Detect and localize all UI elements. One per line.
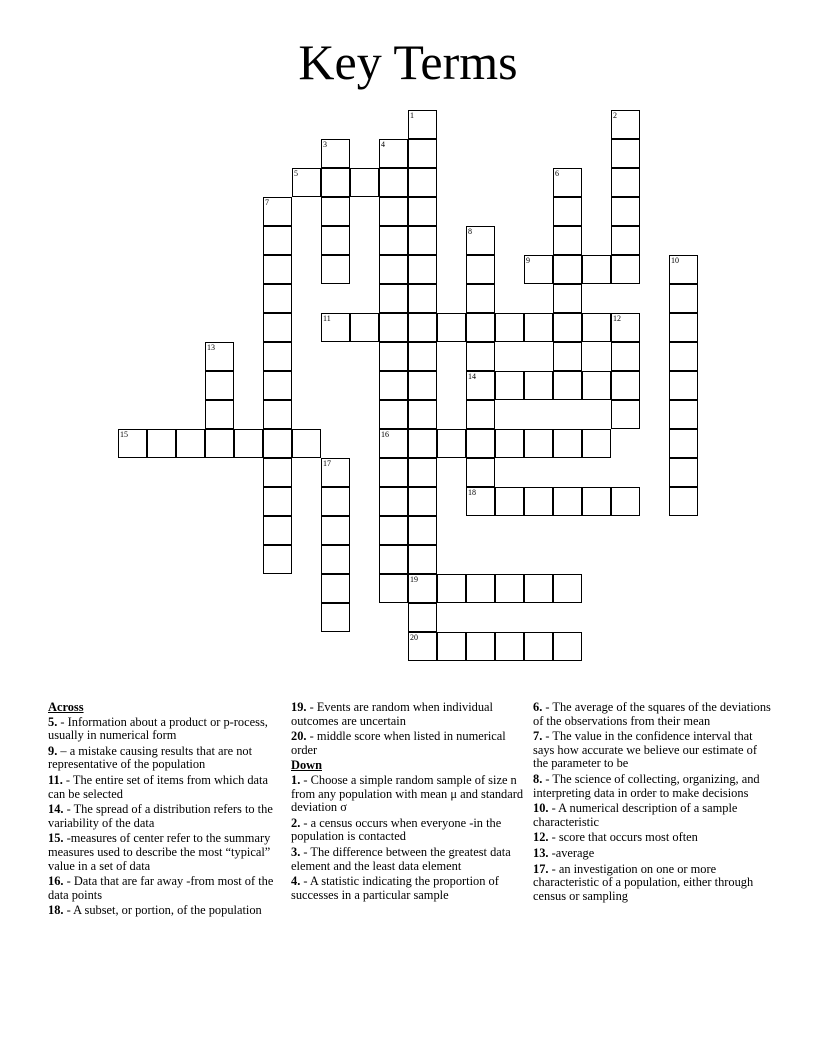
grid-cell[interactable] — [669, 284, 698, 313]
grid-cell[interactable] — [321, 574, 350, 603]
grid-cell[interactable] — [437, 574, 466, 603]
clue-number: 20 — [410, 633, 418, 642]
clue-number: 10 — [671, 256, 679, 265]
grid-cell[interactable] — [176, 429, 205, 458]
down-clue-17: 17. - an investigation on one or more characteristic of a population, either through census or sampling — [533, 861, 754, 903]
grid-cell[interactable] — [350, 313, 379, 342]
grid-cell[interactable] — [553, 574, 582, 603]
grid-cell[interactable] — [379, 429, 408, 458]
grid-cell[interactable] — [611, 139, 640, 168]
grid-cell[interactable] — [495, 574, 524, 603]
grid-cell[interactable] — [379, 168, 408, 197]
grid-cell[interactable] — [408, 603, 437, 632]
down-clue-7: 7. - The value in the confidence interval that says how accurate we believe our estimate of the parameter to be — [533, 729, 757, 771]
grid-cell[interactable] — [524, 632, 553, 661]
grid-cell[interactable] — [524, 429, 553, 458]
grid-cell[interactable] — [466, 284, 495, 313]
grid-cell[interactable] — [263, 342, 292, 371]
grid-cell[interactable] — [553, 342, 582, 371]
clue-number: 15 — [120, 430, 128, 439]
grid-cell[interactable] — [263, 429, 292, 458]
grid-cell[interactable] — [321, 168, 350, 197]
grid-cell[interactable] — [611, 313, 640, 342]
grid-cell[interactable] — [611, 168, 640, 197]
grid-cell[interactable] — [408, 313, 437, 342]
grid-cell[interactable] — [495, 371, 524, 400]
grid-cell[interactable] — [553, 226, 582, 255]
grid-cell[interactable] — [379, 371, 408, 400]
grid-cell[interactable] — [437, 313, 466, 342]
grid-cell[interactable] — [524, 487, 553, 516]
grid-cell[interactable] — [408, 516, 437, 545]
grid-cell[interactable] — [669, 400, 698, 429]
clue-number: 18 — [468, 488, 476, 497]
clue-number: 7 — [265, 198, 269, 207]
grid-cell[interactable] — [321, 226, 350, 255]
grid-cell[interactable] — [379, 487, 408, 516]
grid-cell[interactable] — [408, 371, 437, 400]
grid-cell[interactable] — [495, 487, 524, 516]
grid-cell[interactable] — [582, 429, 611, 458]
clues-column-1 — [48, 701, 280, 920]
grid-cell[interactable] — [321, 197, 350, 226]
grid-cell[interactable] — [408, 168, 437, 197]
grid-cell[interactable] — [263, 284, 292, 313]
down-clue-10: 10. - A numerical description of a sample characteristic — [533, 801, 738, 829]
across-clue-5: 5. - Information about a product or p-rocess, usually in numerical form — [48, 714, 268, 743]
grid-cell[interactable] — [379, 197, 408, 226]
grid-cell[interactable] — [321, 139, 350, 168]
grid-cell[interactable] — [611, 371, 640, 400]
clue-number: 8 — [468, 227, 472, 236]
grid-cell[interactable] — [263, 197, 292, 226]
grid-cell[interactable] — [582, 313, 611, 342]
grid-cell[interactable] — [408, 110, 437, 139]
grid-cell[interactable] — [553, 371, 582, 400]
across-clue-9: 9. – a mistake causing results that are not representative of the population — [48, 743, 253, 772]
grid-cell[interactable] — [408, 284, 437, 313]
clue-number: 17 — [323, 459, 331, 468]
grid-cell[interactable] — [553, 255, 582, 284]
grid-cell[interactable] — [466, 458, 495, 487]
grid-cell[interactable] — [408, 458, 437, 487]
across-clue-11: 11. - The entire set of items from which data can be selected — [48, 772, 268, 801]
grid-cell[interactable] — [379, 139, 408, 168]
down-clue-3: 3. - The difference between the greatest data element and the least data element — [291, 844, 511, 873]
grid-cell[interactable] — [263, 545, 292, 574]
clue-number: 11 — [323, 314, 331, 323]
grid-cell[interactable] — [321, 458, 350, 487]
grid-cell[interactable] — [147, 429, 176, 458]
down-heading: Down — [291, 758, 322, 773]
grid-cell[interactable] — [495, 429, 524, 458]
grid-cell[interactable] — [408, 255, 437, 284]
grid-cell[interactable] — [553, 429, 582, 458]
grid-cell[interactable] — [437, 429, 466, 458]
grid-cell[interactable] — [466, 574, 495, 603]
clue-number: 5 — [294, 169, 298, 178]
across-clue-16: 16. - Data that are far away -from most of the data points — [48, 874, 274, 902]
down-clue-2: 2. - a census occurs when everyone -in the population is contacted — [291, 815, 502, 844]
clue-number: 4 — [381, 140, 385, 149]
clues-column-2 — [291, 701, 525, 904]
grid-cell[interactable] — [495, 632, 524, 661]
grid-cell[interactable] — [379, 545, 408, 574]
grid-cell[interactable] — [263, 516, 292, 545]
grid-cell[interactable] — [408, 545, 437, 574]
grid-cell[interactable] — [408, 226, 437, 255]
grid-cell[interactable] — [408, 487, 437, 516]
clue-number: 3 — [323, 140, 327, 149]
across-clue-20: 20. - middle score when listed in numerical order — [291, 729, 506, 757]
grid-cell[interactable] — [611, 110, 640, 139]
grid-cell[interactable] — [611, 255, 640, 284]
grid-cell[interactable] — [118, 429, 147, 458]
grid-cell[interactable] — [466, 400, 495, 429]
grid-cell[interactable] — [408, 574, 437, 603]
grid-cell[interactable] — [553, 197, 582, 226]
grid-cell[interactable] — [263, 313, 292, 342]
grid-cell[interactable] — [669, 429, 698, 458]
grid-cell[interactable] — [263, 255, 292, 284]
grid-cell[interactable] — [205, 400, 234, 429]
grid-cell[interactable] — [611, 400, 640, 429]
grid-cell[interactable] — [669, 342, 698, 371]
grid-cell[interactable] — [611, 342, 640, 371]
grid-cell[interactable] — [263, 226, 292, 255]
grid-cell[interactable] — [234, 429, 263, 458]
grid-cell[interactable] — [292, 429, 321, 458]
grid-cell[interactable] — [524, 574, 553, 603]
grid-cell[interactable] — [321, 516, 350, 545]
down-clue-4: 4. - A statistic indicating the proportion of successes in a particular sample — [291, 874, 499, 902]
clues-column-3 — [533, 701, 773, 905]
grid-cell[interactable] — [466, 487, 495, 516]
grid-cell[interactable] — [408, 429, 437, 458]
across-clue-19: 19. - Events are random when individual outcomes are uncertain — [291, 700, 493, 728]
clue-number: 2 — [613, 111, 617, 120]
grid-cell[interactable] — [408, 197, 437, 226]
grid-cell[interactable] — [669, 458, 698, 487]
grid-cell[interactable] — [408, 139, 437, 168]
grid-cell[interactable] — [379, 400, 408, 429]
clue-number: 1 — [410, 111, 414, 120]
grid-cell[interactable] — [553, 632, 582, 661]
grid-cell[interactable] — [466, 632, 495, 661]
grid-cell[interactable] — [321, 313, 350, 342]
grid-cell[interactable] — [669, 255, 698, 284]
across-clue-15: 15. -measures of center refer to the summary measures used to describe the most “typical” value in a set of data — [48, 831, 271, 873]
grid-cell[interactable] — [379, 458, 408, 487]
grid-cell[interactable] — [263, 371, 292, 400]
grid-cell[interactable] — [611, 487, 640, 516]
across-heading: Across — [48, 700, 84, 714]
grid-cell[interactable] — [379, 284, 408, 313]
clue-number: 9 — [526, 256, 530, 265]
grid-cell[interactable] — [524, 371, 553, 400]
grid-cell[interactable] — [408, 342, 437, 371]
clue-number: 6 — [555, 169, 559, 178]
grid-cell[interactable] — [263, 400, 292, 429]
grid-cell[interactable] — [263, 487, 292, 516]
grid-cell[interactable] — [205, 371, 234, 400]
grid-cell[interactable] — [524, 313, 553, 342]
grid-cell[interactable] — [669, 313, 698, 342]
grid-cell[interactable] — [205, 429, 234, 458]
clue-number: 16 — [381, 430, 389, 439]
grid-cell[interactable] — [553, 487, 582, 516]
down-clue-8: 8. - The science of collecting, organizing, and interpreting data in order to make decisions — [533, 771, 760, 800]
grid-cell[interactable] — [205, 342, 234, 371]
grid-cell[interactable] — [321, 255, 350, 284]
grid-cell[interactable] — [379, 313, 408, 342]
grid-cell[interactable] — [292, 168, 321, 197]
grid-cell[interactable] — [553, 168, 582, 197]
grid-cell[interactable] — [582, 371, 611, 400]
page-title: Key Terms — [298, 34, 518, 90]
grid-cell[interactable] — [408, 632, 437, 661]
grid-cell[interactable] — [553, 284, 582, 313]
grid-cell[interactable] — [379, 226, 408, 255]
clue-number: 12 — [613, 314, 621, 323]
grid-cell[interactable] — [466, 255, 495, 284]
grid-cell[interactable] — [582, 487, 611, 516]
grid-cell[interactable] — [611, 197, 640, 226]
grid-cell[interactable] — [350, 168, 379, 197]
grid-cell[interactable] — [611, 226, 640, 255]
grid-cell[interactable] — [466, 429, 495, 458]
grid-cell[interactable] — [408, 400, 437, 429]
across-clue-18: 18. - A subset, or portion, of the population — [48, 903, 262, 918]
grid-cell[interactable] — [263, 458, 292, 487]
grid-cell[interactable] — [495, 313, 524, 342]
grid-cell[interactable] — [553, 313, 582, 342]
grid-cell[interactable] — [321, 487, 350, 516]
grid-cell[interactable] — [379, 574, 408, 603]
grid-cell[interactable] — [669, 487, 698, 516]
grid-cell[interactable] — [466, 313, 495, 342]
grid-cell[interactable] — [379, 255, 408, 284]
grid-cell[interactable] — [321, 545, 350, 574]
grid-cell[interactable] — [379, 342, 408, 371]
grid-cell[interactable] — [582, 255, 611, 284]
grid-cell[interactable] — [437, 632, 466, 661]
grid-cell[interactable] — [321, 603, 350, 632]
grid-cell[interactable] — [524, 255, 553, 284]
across-clue-14: 14. - The spread of a distribution refers to the variability of the data — [48, 802, 273, 830]
down-clue-6: 6. - The average of the squares of the deviations of the observations from their mean — [533, 700, 771, 728]
grid-cell[interactable] — [379, 516, 408, 545]
grid-cell[interactable] — [669, 371, 698, 400]
down-clue-13: 13. -average — [533, 845, 595, 860]
clue-number: 19 — [410, 575, 418, 584]
down-clue-12: 12. - score that occurs most often — [533, 830, 698, 845]
grid-cell[interactable] — [466, 342, 495, 371]
grid-cell[interactable] — [466, 371, 495, 400]
down-clue-1: 1. - Choose a simple random sample of size n from any population with mean μ and standard deviation σ — [291, 772, 524, 815]
clue-number: 14 — [468, 372, 476, 381]
clue-number: 13 — [207, 343, 215, 352]
grid-cell[interactable] — [466, 226, 495, 255]
